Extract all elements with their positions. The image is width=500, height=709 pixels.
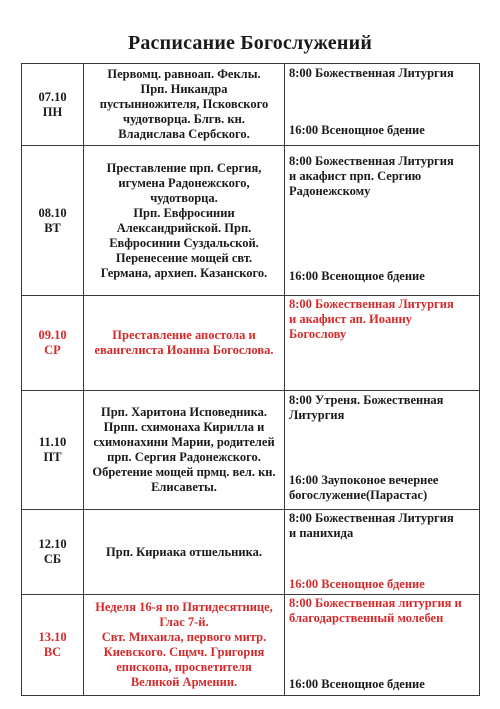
date: 09.10 xyxy=(38,328,67,342)
morning-service xyxy=(289,596,475,626)
feast-line: епископа, просветителя xyxy=(116,660,252,674)
date: 13.10 xyxy=(38,630,67,644)
feast-line: Германа, архиеп. Казанского. xyxy=(100,265,268,280)
weekday: ПТ xyxy=(43,450,62,464)
morning-service xyxy=(289,511,475,541)
weekday: ВТ xyxy=(44,220,61,235)
services-cell xyxy=(285,146,480,296)
feast-line: Александрийской. Прп. xyxy=(116,220,252,235)
weekday: ПН xyxy=(42,104,63,119)
evening-service xyxy=(289,677,475,692)
feast-line: чудотворца. Блгв. кн. xyxy=(123,112,245,126)
feast-line: Прпп. схимонаха Кирилла и xyxy=(103,420,265,434)
feast-line: Елисаветы. xyxy=(151,480,217,494)
date: 11.10 xyxy=(38,435,67,449)
feast-line: Киевского. Сщмч. Григория xyxy=(103,645,265,659)
feast-line: Прп. Евфросинии xyxy=(133,205,235,220)
feast-cell xyxy=(84,64,285,146)
service-line: Радонежскому xyxy=(289,184,371,198)
service-line: и акафист прп. Сергию xyxy=(289,169,422,183)
evening-service xyxy=(289,123,475,138)
morning-service xyxy=(289,66,475,81)
feast-cell xyxy=(84,510,285,595)
feast-line: Владислава Сербского. xyxy=(118,127,250,141)
services-cell xyxy=(285,510,480,595)
feast-line: Свт. Михаила, первого митр. xyxy=(101,630,267,644)
date: 07.10 xyxy=(38,89,67,104)
date: 08.10 xyxy=(38,205,67,220)
service-line: 16:00 Заупоконое вечернее xyxy=(289,473,439,487)
schedule-row xyxy=(22,595,480,696)
schedule-table xyxy=(21,63,480,696)
service-line: Литургия xyxy=(289,408,345,422)
service-line: 8:00 Божественная литургия и xyxy=(289,596,462,610)
feast-line: Глас 7-й. xyxy=(159,615,209,629)
feast-cell xyxy=(84,296,285,391)
service-line: 8:00 Божественная Литургия xyxy=(289,66,454,80)
feast-line: Неделя 16-я по Пятидесятнице, xyxy=(95,600,273,614)
service-line: богослужение(Парастас) xyxy=(289,488,428,502)
morning-service xyxy=(289,154,475,199)
feast-line: Евфросинии Суздальской. xyxy=(109,235,259,250)
schedule-row xyxy=(22,296,480,391)
schedule-row xyxy=(22,146,480,296)
morning-service xyxy=(289,393,475,423)
service-line: Богослову xyxy=(289,327,347,341)
morning-service xyxy=(289,297,475,342)
schedule-row xyxy=(22,64,480,146)
service-line: 16:00 Всенощное бдение xyxy=(289,577,425,591)
feast-line: чудотворца. xyxy=(150,190,218,205)
date-cell xyxy=(22,296,84,391)
feast-line: Первомц. равноап. Феклы. xyxy=(107,67,261,81)
weekday: СБ xyxy=(43,552,62,566)
feast-line: схимонахини Марии, родителей xyxy=(93,435,275,449)
service-line: 8:00 Божественная Литургия xyxy=(289,297,454,311)
services-cell xyxy=(285,391,480,510)
schedule-row xyxy=(22,510,480,595)
page-title: Расписание Богослужений xyxy=(127,32,373,54)
feast-line: игумена Радонежского, xyxy=(118,175,250,190)
service-line: и акафист ап. Иоанну xyxy=(289,312,412,326)
schedule-row xyxy=(22,391,480,510)
feast-line: Перенесение мощей свт. xyxy=(115,250,253,265)
evening-service xyxy=(289,473,475,503)
feast-cell xyxy=(84,146,285,296)
service-line: 16:00 Всенощное бдение xyxy=(289,269,425,283)
service-line: 8:00 Божественная Литургия xyxy=(289,511,454,525)
feast-line: Прп. Никандра xyxy=(140,82,228,96)
evening-service xyxy=(289,269,475,284)
service-line: 16:00 Всенощное бдение xyxy=(289,123,425,137)
service-line: 8:00 Утреня. Божественная xyxy=(289,393,444,407)
feast-cell xyxy=(84,595,285,696)
services-cell xyxy=(285,64,480,146)
weekday: СР xyxy=(44,343,61,357)
service-line: 8:00 Божественная Литургия xyxy=(289,154,454,168)
service-line: 16:00 Всенощное бдение xyxy=(289,677,425,691)
feast-line: Обретение мощей прмц. вел. кн. xyxy=(92,465,276,479)
evening-service xyxy=(289,577,475,592)
feast-line: евангелиста Иоанна Богослова. xyxy=(94,343,274,357)
feast-line: Преставление апостола и xyxy=(112,328,256,342)
service-line: и панихида xyxy=(289,526,354,540)
feast-line: Прп. Харитона Исповедника. xyxy=(100,405,268,419)
services-cell xyxy=(285,595,480,696)
feast-line: Прп. Кириака отшельника. xyxy=(106,544,262,559)
weekday: ВС xyxy=(43,645,62,659)
date-cell xyxy=(22,595,84,696)
date-cell xyxy=(22,64,84,146)
service-line: благодарственный молебен xyxy=(289,611,444,625)
feast-line: Великой Армении. xyxy=(130,675,238,689)
date-cell xyxy=(22,510,84,595)
feast-line: пустынножителя, Псковского xyxy=(99,97,269,111)
date-cell xyxy=(22,146,84,296)
date-cell xyxy=(22,391,84,510)
services-cell xyxy=(285,296,480,391)
feast-cell xyxy=(84,391,285,510)
feast-line: Преставление прп. Сергия, xyxy=(106,160,262,175)
date: 12.10 xyxy=(38,537,67,551)
feast-line: прп. Сергия Радонежского. xyxy=(107,450,261,464)
